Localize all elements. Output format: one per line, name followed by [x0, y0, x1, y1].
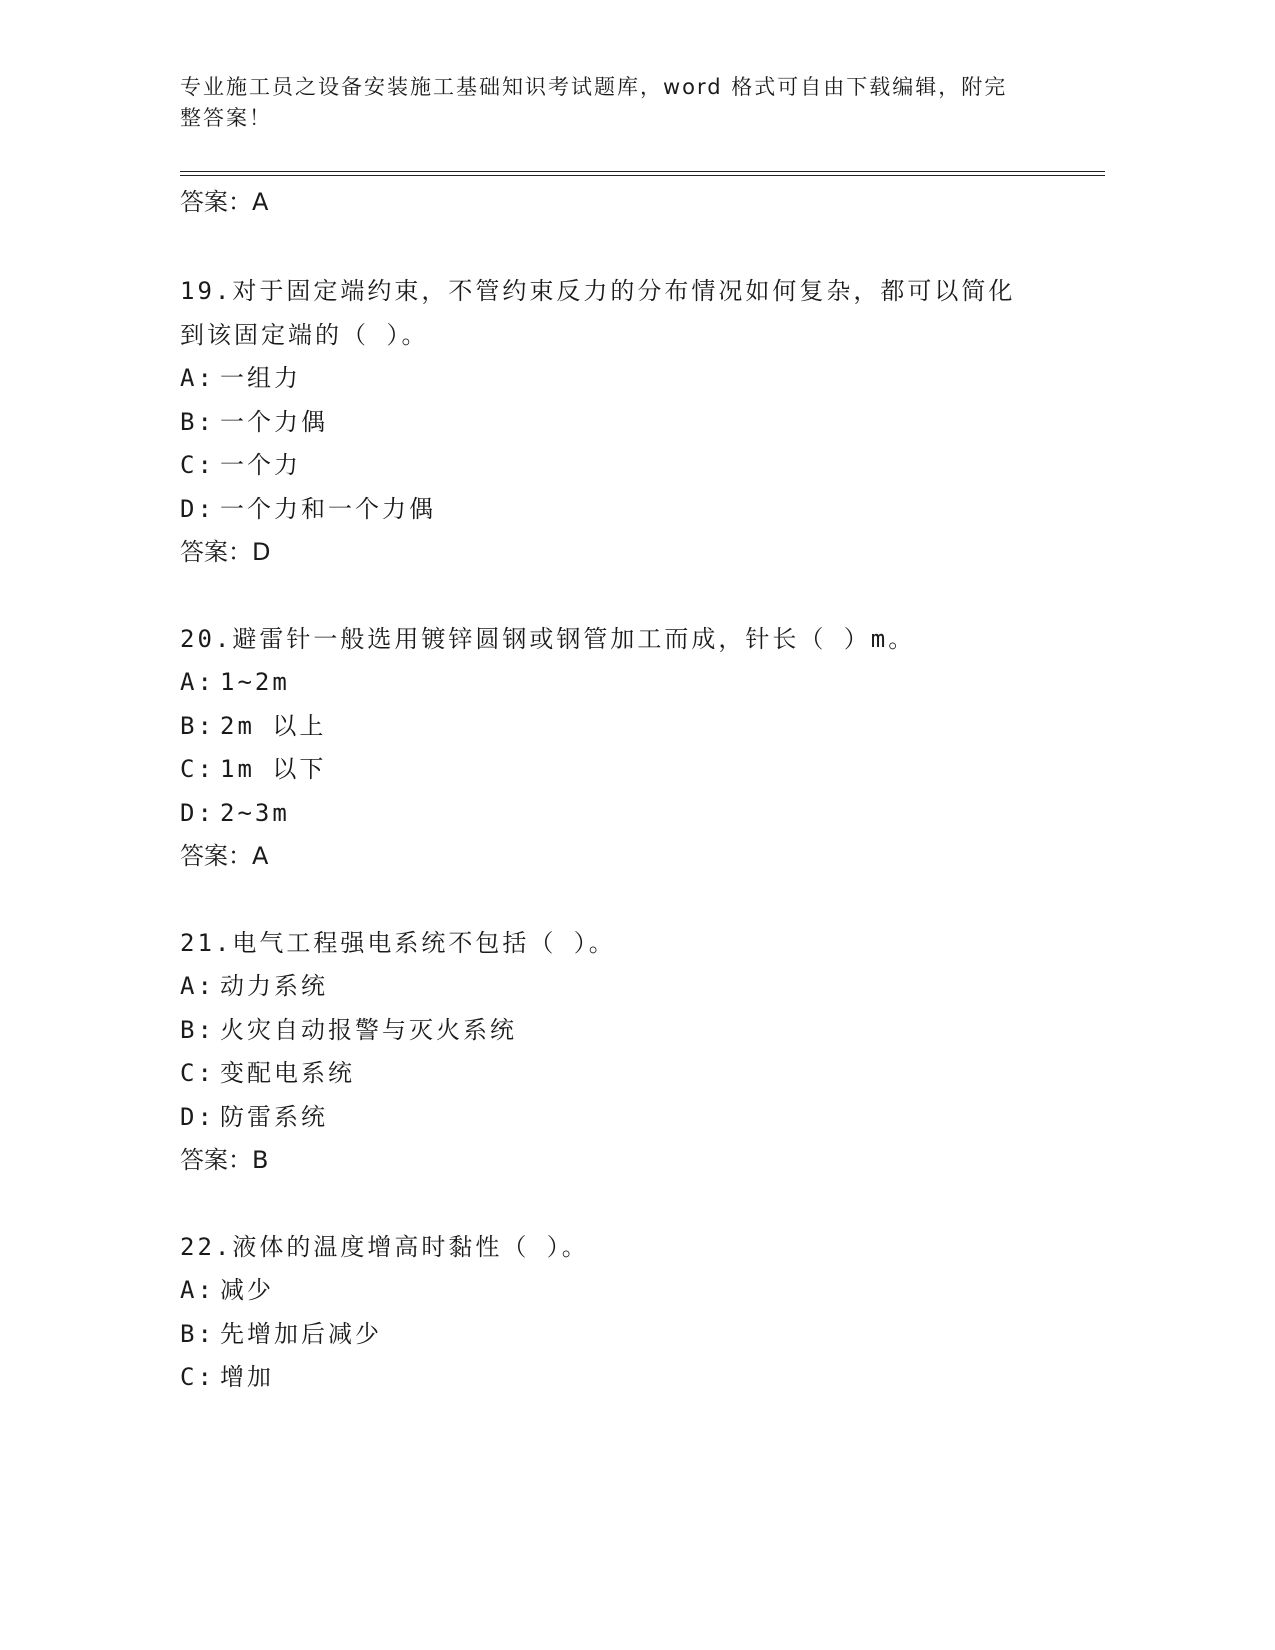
answer-label: 答案：D	[180, 538, 271, 566]
option-key: D:	[180, 494, 215, 523]
option-key: B:	[180, 711, 215, 740]
option-text: 变配电系统	[220, 1059, 355, 1087]
option-key: C:	[180, 1363, 215, 1391]
question-stem-line-1: 22.液体的温度增高时黏性（ ）。	[180, 1232, 589, 1261]
question-stem	[180, 922, 1040, 966]
option-d	[180, 792, 1060, 836]
option-key: B:	[180, 1319, 215, 1348]
option-text: 1~2m	[220, 668, 290, 696]
question-stem-line-1: 19.对于固定端约束，不管约束反力的分布情况如何复杂，都可以简化	[180, 277, 1016, 305]
option-a	[180, 965, 1060, 1009]
question-stem	[180, 270, 1040, 357]
question-stem-line-1: 20.避雷针一般选用镀锌圆钢或钢管加工而成，针长（ ）m。	[180, 624, 916, 653]
option-key: A:	[180, 972, 215, 1000]
option-b	[180, 1009, 1060, 1053]
option-text: 减少	[220, 1276, 274, 1304]
answer-label: 答案：A	[180, 842, 269, 870]
header-line-2: 整答案！	[180, 106, 272, 130]
option-key: A:	[180, 364, 215, 392]
question-stem-line-2: 到该固定端的（ ）。	[180, 320, 429, 349]
answer-label: 答案：B	[180, 1146, 269, 1174]
question-stem	[180, 618, 1040, 662]
option-key: B:	[180, 1015, 215, 1044]
document-header	[180, 72, 1060, 134]
question-stem-line-1: 21.电气工程强电系统不包括（ ）。	[180, 928, 616, 957]
option-c	[180, 748, 1060, 792]
option-c	[180, 444, 1060, 488]
option-d	[180, 488, 1060, 532]
header-line-1: 专业施工员之设备安装施工基础知识考试题库，word 格式可自由下载编辑，附完	[180, 75, 1008, 99]
option-text: 防雷系统	[220, 1102, 328, 1131]
question-22	[180, 1226, 1060, 1400]
option-text: 先增加后减少	[220, 1319, 382, 1348]
option-a	[180, 1269, 1060, 1313]
option-key: A:	[180, 1276, 215, 1304]
option-c	[180, 1356, 1060, 1400]
option-text: 一组力	[220, 364, 301, 392]
previous-question-answer: 答案：A	[180, 188, 269, 216]
option-text: 增加	[220, 1363, 274, 1391]
question-21	[180, 922, 1060, 1183]
option-key: C:	[180, 451, 215, 479]
option-b	[180, 401, 1060, 445]
option-text: 2~3m	[220, 798, 290, 827]
option-key: C:	[180, 755, 215, 783]
option-b	[180, 1313, 1060, 1357]
option-a	[180, 661, 1060, 705]
option-text: 动力系统	[220, 972, 328, 1000]
question-list	[180, 270, 1060, 1443]
option-d	[180, 1096, 1060, 1140]
header-divider-top	[180, 171, 1105, 172]
header-divider-bottom	[180, 175, 1105, 176]
option-text: 一个力偶	[220, 407, 328, 436]
option-text: 2m 以上	[220, 711, 327, 740]
option-key: A:	[180, 668, 215, 696]
option-text: 火灾自动报警与灭火系统	[220, 1015, 517, 1044]
option-c	[180, 1052, 1060, 1096]
option-key: B:	[180, 407, 215, 436]
option-text: 一个力	[220, 451, 301, 479]
question-19	[180, 270, 1060, 575]
option-key: C:	[180, 1059, 215, 1087]
option-key: D:	[180, 798, 215, 827]
question-stem	[180, 1226, 1040, 1270]
question-20	[180, 618, 1060, 879]
option-text: 一个力和一个力偶	[220, 494, 436, 523]
option-text: 1m 以下	[220, 755, 327, 783]
option-key: D:	[180, 1102, 215, 1131]
option-b	[180, 705, 1060, 749]
option-a	[180, 357, 1060, 401]
